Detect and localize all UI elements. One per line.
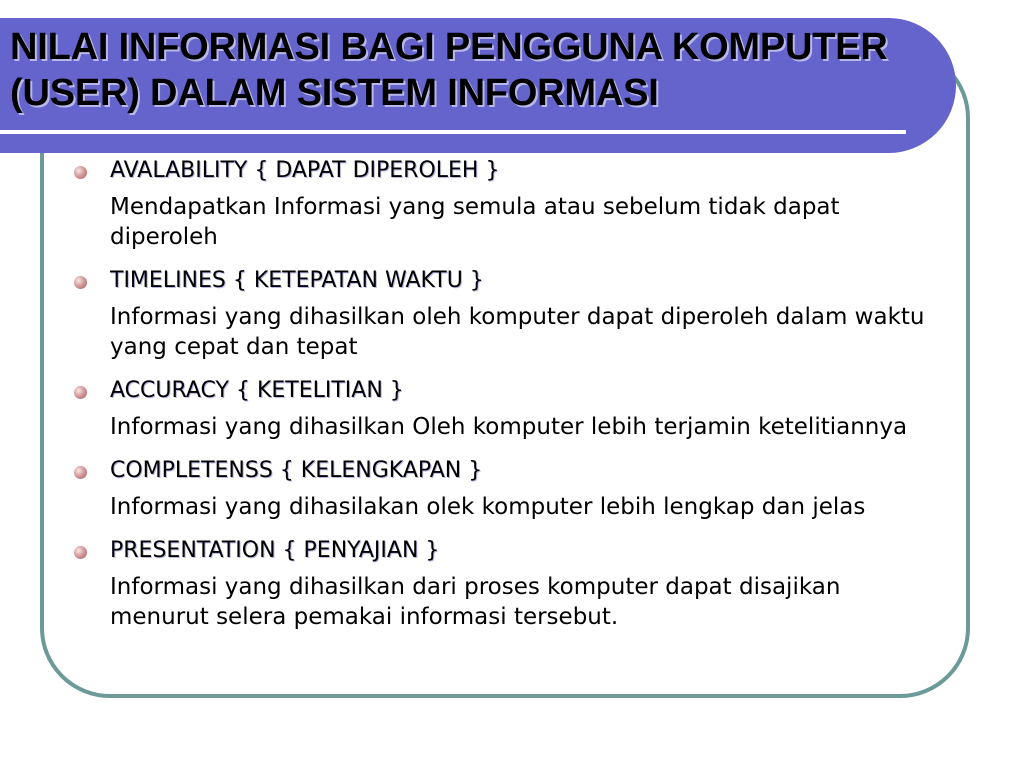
bullet-dot-icon [74,276,87,289]
item-description: Informasi yang dihasilkan dari proses komputer dapat disajikan menurut selera pemakai informasi tersebut. [110,574,841,630]
list-item-timelines [70,266,950,362]
item-description: Mendapatkan Informasi yang semula atau sebelum tidak dapat diperoleh [110,194,840,250]
list-item-completeness [70,456,950,522]
item-heading: TIMELINES { KETEPATAN WAKTU } [110,268,484,293]
item-heading: COMPLETENSS { KELENGKAPAN } [110,458,483,483]
bullet-dot-icon [74,386,87,399]
bullet-dot-icon [74,466,87,479]
slide-title [10,24,888,116]
list-item-accuracy [70,376,950,442]
list-item-presentation [70,536,950,632]
bullet-dot-icon [74,166,87,179]
item-heading: ACCURACY { KETELITIAN } [110,378,404,403]
item-description: Informasi yang dihasilkan Oleh komputer lebih terjamin ketelitiannya [110,414,908,440]
item-description: Informasi yang dihasilakan olek komputer lebih lengkap dan jelas [110,494,866,520]
item-heading: AVALABILITY { DAPAT DIPEROLEH } [110,158,500,183]
item-heading: PRESENTATION { PENYAJIAN } [110,538,440,563]
title-underline [0,130,906,134]
bullet-dot-icon [74,546,87,559]
item-description: Informasi yang dihasilkan oleh komputer dapat diperoleh dalam waktu yang cepat dan tepat [110,304,925,360]
list-item-availability [70,156,950,252]
slide-title-line-1: NILAI INFORMASI BAGI PENGGUNA KOMPUTER [10,26,888,68]
slide-title-line-2: (USER) DALAM SISTEM INFORMASI [10,72,659,114]
bullet-list [70,156,950,640]
